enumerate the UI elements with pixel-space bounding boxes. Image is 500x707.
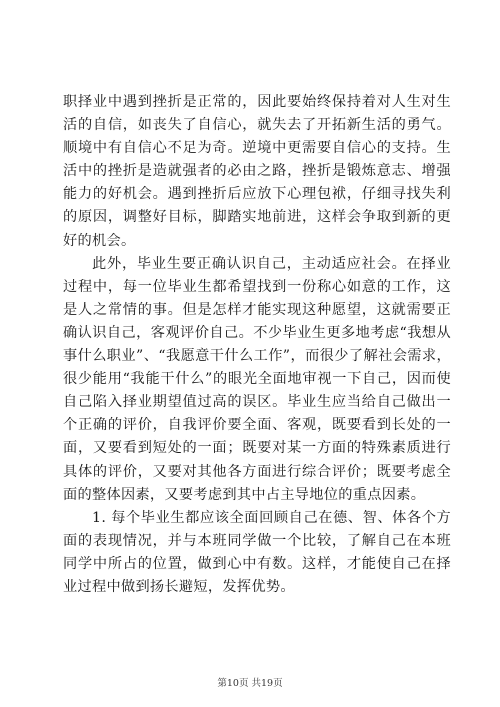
paragraph-1: 职择业中遇到挫折是正常的，因此要始终保持着对人生对生活的自信，如丧失了自信心，就失去了开拓新生活的勇气。顺境中有自信心不足为奇。逆境中更需要自信心的支持。生活中的挫折是造就强者的必由之路，挫折是锻炼意志、增强能力的好机会。遇到挫折后应放下心理包袱，仔细寻找失利的原因，调整好目标，脚踏实地前进，这样会争取到新的更好的机会。 [63, 94, 451, 249]
page-number-footer: 第10页 共19页 [217, 678, 283, 689]
body-text [63, 91, 451, 599]
paragraph-3: 1. 每个毕业生都应该全面回顾自己在德、智、体各个方面的表现情况，并与本班同学做一个比较，了解自己在本班同学中所占的位置，做到心中有数。这样，才能使自己在择业过程中做到扬长避短，发挥优势。 [63, 509, 451, 595]
paragraph-2: 此外，毕业生要正确认识自己，主动适应社会。在择业过程中，每一位毕业生都希望找到一份称心如意的工作，这是人之常情的事。但是怎样才能实现这种愿望，这就需要正确认识自己，客观评价自己。不少毕业生更多地考虑“我想从事什么职业”、“我愿意干什么工作”，而很少了解社会需求，很少能用“我能干什么”的眼光全面地审视一下自己，因而使自己陷入择业期望值过高的误区。毕业生应当给自己做出一个正确的评价，自我评价要全面、客观，既要看到长处的一面，又要看到短处的一面；既要对某一方面的特殊素质进行具体的评价，又要对其他各方面进行综合评价；既要考虑全面的整体因素，又要考虑到其中占主导地位的重点因素。 [63, 255, 451, 503]
